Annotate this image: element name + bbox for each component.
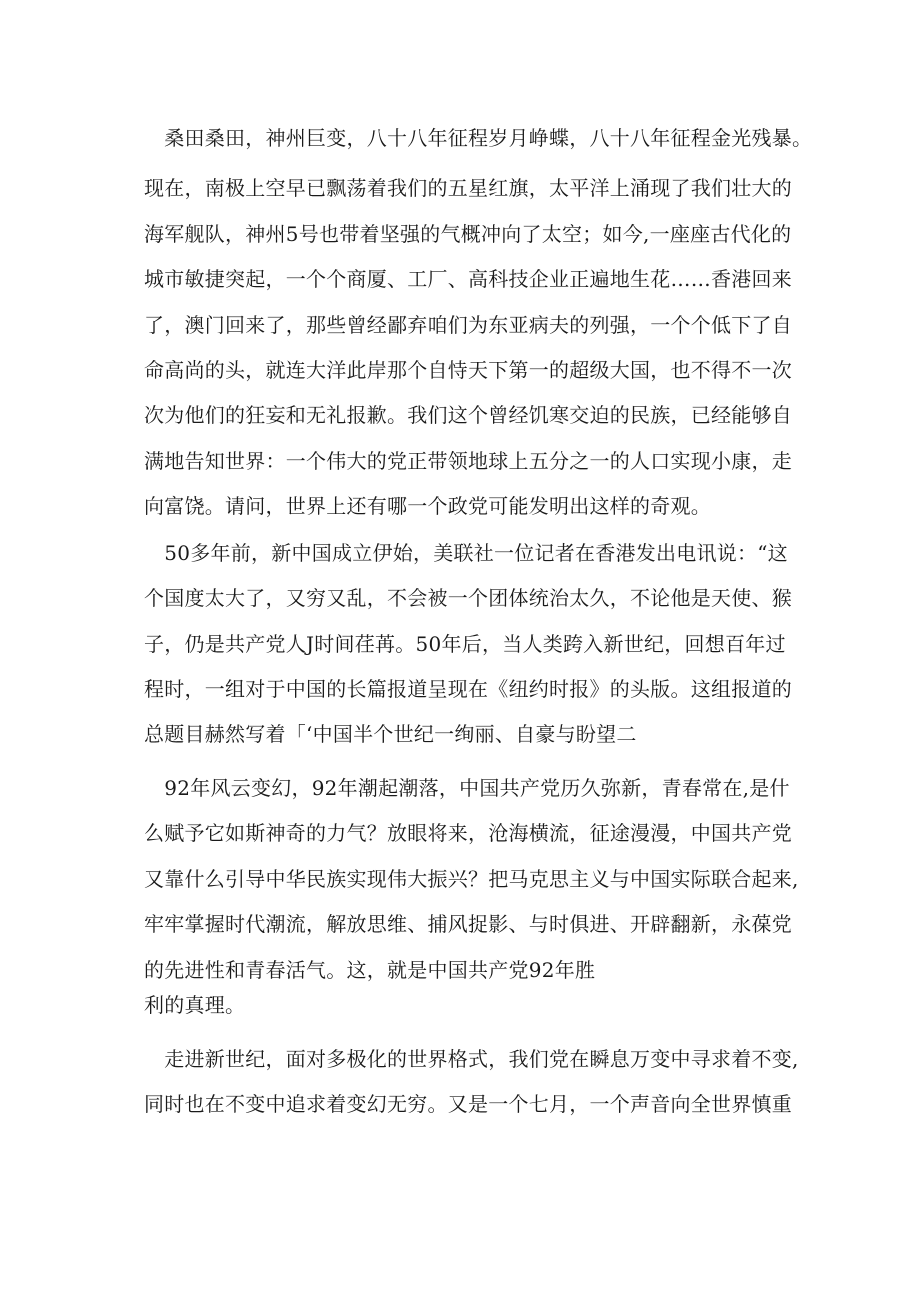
text-line: 又靠什么引导中华民族实现伟大振兴？把马克思主义与中国实际联合起来, (144, 867, 799, 891)
text-line: 现在，南极上空早已飘荡着我们的五星红旗，太平洋上涌现了我们壮大的 (144, 176, 792, 200)
text-line: 走进新世纪，面对多极化的世界格式，我们党在瞬息万变中寻求着不变, (144, 1047, 799, 1071)
text-line: 城市敏捷突起，一个个商厦、工厂、高科技企业正遍地生花……香港回来 (144, 267, 792, 291)
text-line: 的先进性和青春活气。这，就是中国共产党92年胜 (144, 958, 596, 982)
text-line: 个国度太大了，又穷又乱，不会被一个团体统治太久，不论他是天使、猴 (144, 586, 792, 610)
text-line: 命高尚的头，就连大洋此岸那个自恃天下第一的超级大国，也不得不一次 (144, 358, 792, 382)
text-line: 50多年前，新中国成立伊始，美联社一位记者在香港发出电讯说：“这 (144, 541, 788, 565)
text-line: 92年风云变幻，92年潮起潮落，中国共产党历久弥新，青春常在,是什 (144, 776, 790, 800)
text-line: 程时，一组对于中国的长篇报道呈现在《纽约时报》的头版。这组报道的 (144, 677, 792, 701)
text-line: 牢牢掌握时代潮流，解放思维、捕风捉影、与时俱进、开辟翻新，永葆党 (144, 912, 792, 936)
text-line: 子，仍是共产党人J时间荏苒。50年后，当人类跨入新世纪，回想百年过 (144, 632, 786, 656)
text-line: 满地告知世界：一个伟大的党正带领地球上五分之一的人口实现小康，走 (144, 449, 792, 473)
text-line: 利的真理。 (144, 993, 246, 1017)
text-line: 海军舰队，神州5号也带着坚强的气概冲向了太空；如今,一座座古代化的 (144, 222, 792, 246)
text-line: 么赋予它如斯神奇的力气？放眼将来，沧海横流，征途漫漫，中国共产党 (144, 821, 792, 845)
text-line: 了，澳门回来了，那些曾经鄙弃咱们为东亚病夫的列强，一个个低下了自 (144, 313, 792, 337)
text-line: 同时也在不变中追求着变幻无穷。又是一个七月，一个声音向全世界慎重 (144, 1092, 792, 1116)
text-line: 总题目赫然写着「‘中国半个世纪一绚丽、自豪与盼望二 (144, 722, 637, 746)
text-line: 次为他们的狂妄和无礼报歉。我们这个曾经饥寒交迫的民族，已经能够自 (144, 403, 792, 427)
text-line: 桑田桑田，神州巨变，八十八年征程岁月峥蝶，八十八年征程金光残暴。 (144, 126, 813, 150)
text-line: 向富饶。请问，世界上还有哪一个政党可能发明出这样的奇观。 (144, 494, 711, 518)
